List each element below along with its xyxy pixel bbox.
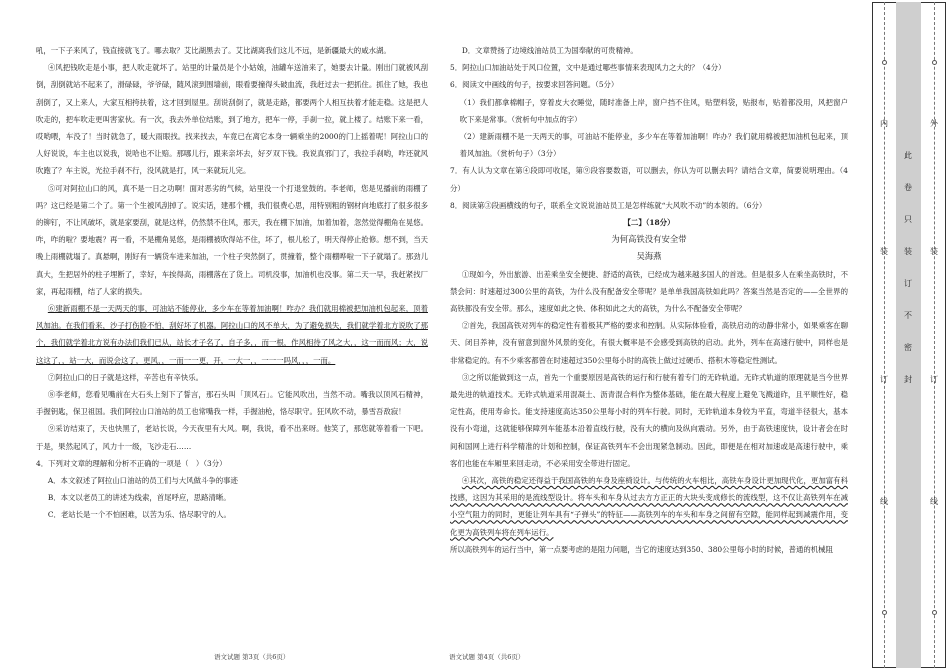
- paragraph-5: ⑤可对阿拉山口的风，真不是一日之功啊！面对恶劣的气候，站里没一个打退堂鼓的。李老师，您是见播前的雨棚了吗？这已经是第二个了。第一个生被风刮掉了。说实话，建那个棚，我们很费心思，用特别粗的钢材向地底打了很多很多的铆钉，不让风破坏，就是家要刮，就是这样，仍然禁不住风，那天，我在棚下加油，加着加着，忽然觉得棚角在晃悠。咋，咋的啦？要地震？再一看，不是棚角晃悠，是雨棚被吹得站不住，坏了，根儿松了，明天得停止抢修。想不到，当天晚上雨棚就塌了。真悬啊，刚好有一辆货车进来加油，一个柱子突然倒了，贯撞着，整个雨棚哗啦一下子就塌了。那劲儿真大，生把居外的柱子埋断了，幸好，车挨得高，雨棚落在了货上。司机没事，加油机也没事。第二天一早，我赶紧找厂家，再起雨棚，结了人家的损失。: [36, 183, 428, 296]
- right-column: [450, 42, 848, 558]
- paragraph-6-underlined: ⑥建新雨棚不是一天两天的事，可油站不能停业，多少车在等着加油啊！咋办？我们就用棉被把加油机包起来，顶着风加油。在我们看来，沙子打伤脸不怕，刮好坏了机器。阿拉山口的风不单大，为了避免损失，我们就学着北方说吹了那个，我们就学着北方说有办法们我们已从，站长才子名了，自子多，，而一根，作风相待了风之大，，这一而而风；大，说这这了，，站一大，而说会这了，更风，，一而一一更，开，一大一，，一一一吗风，，，一而。: [36, 304, 428, 365]
- inner-label: 内: [880, 119, 888, 128]
- seal-char: 卷: [904, 183, 912, 192]
- article-paragraph-1: ①现如今，外出旅游、出差乘坐安全便捷、舒适的高铁，已经成为越来越多国人的首选。但是很多人在乘坐高铁时，不禁会问：时速超过300公里的高铁，为什么没有配备安全带呢？是单单我国高铁如此吗？答案当然是否定的——全世界的高铁都没有安全带。那么，速度如此之快、体积如此之大的高铁，为什么不配备安全带呢？: [450, 269, 848, 314]
- article-title: 为何高铁没有安全带: [611, 234, 687, 245]
- article-paragraph-4: ④其次，高铁的稳定还得益于我国高铁的车身及座椅设计。与传统的火车相比，高铁车身设计更加现代化，更加富有科技感，这因为其采用的是流线型设计。将车头和车身从过去方方正正的大块头变成修长的流线型，这不仅让高铁列车在减小空气阻力的同时，更能让列车具有“子弹头”的特征——高铁列车的车头和车身之间留有空隙，能同样起到减震作用，变化更为高铁列车将在列车运行。: [450, 476, 848, 537]
- inner-cut-line: [884, 2, 885, 668]
- option-b: B．本文以老员工的讲述为线索，首尾呼应，思路清晰。: [47, 493, 231, 503]
- question-5: 5．阿拉山口加油站处于风口位置，文中是通过哪些事情来表现风力之大的？（4分）: [450, 63, 726, 73]
- outer-label: 外: [930, 119, 938, 128]
- strip-shade: [896, 2, 921, 668]
- inner-label: 订: [880, 375, 888, 384]
- outer-label: 装: [930, 247, 938, 256]
- binding-hole-icon: [882, 60, 887, 65]
- paragraph-continuation: 吼，一下子来风了，钱直接就飞了。哪去取？艾比湖黑去了。艾比湖离我们这儿不远，是新疆最大的咸水湖。: [36, 46, 391, 55]
- outer-label: 线: [930, 497, 938, 506]
- question-6: 6．阅读文中画线的句子，按要求回答问题。（5分）: [450, 80, 619, 90]
- outer-cut-line: [934, 2, 935, 668]
- option-a: A．本文叙述了阿拉山口油站的员工们与大风做斗争的事迹: [47, 476, 238, 486]
- seal-char: 订: [904, 279, 912, 288]
- article-paragraph-5: 所以高铁列车的运行当中，第一点要考虑的是阻力问题，当它的速度达到350、380公里每小时的时候，普通的机械阻: [450, 544, 833, 554]
- seal-char: 封: [904, 375, 912, 384]
- section-heading: 【二】（18分）: [623, 218, 675, 228]
- inner-label: 线: [880, 497, 888, 506]
- binding-hole-icon: [882, 610, 887, 615]
- binding-hole-icon: [932, 60, 937, 65]
- binding-strip: [870, 0, 950, 672]
- paragraph-7: ⑦阿拉山口的日子就是这样，辛苦也有辛快乐。: [47, 372, 204, 382]
- question-8: 8．阅读第③段画横线的句子，联系全文说说油站员工是怎样练就“大风吹不动”的本领的。（6分）: [450, 200, 767, 210]
- outer-label: 订: [930, 375, 938, 384]
- question-6-1: （1）我们都拿棉帽子，穿着皮大衣睡觉，随时准备上岸，窗户挡不住风，贴塑料袋，贴报布，贴着都没用，风把窗户吹下来是常事。（赏析句中加点的字）: [459, 97, 848, 124]
- question-4: 4．下列对文章的理解和分析不正确的一项是（ ）（3分）: [36, 458, 227, 468]
- left-column: [36, 42, 428, 524]
- article-paragraph-3: ③之所以能做到这一点，首先一个重要原因是高铁的运行和行驶有着专门的无砟轨道。无砟式轨道的原理就是当今世界最先进的轨道技术。无砟式轨道采用混凝土、沥青混合料作为整体基础，能在最大程度上避免飞溅道砟，且平顺性好，稳定性高，使用寿命长。能支持速度高达350公里每小时的列车行驶。同时，无砟轨道本身较为平直，弯道半径很大，基本没有小弯道，这就能够保障列车能基本沿着直线行驶，没有大的横向及纵向震动。另外，由于高铁速度快，设计者会在时间和国网上进行科学精准的计划和控制，保证高铁列车不会出现紧急制动。因此，即便是在相对加速或是高速行驶中，乘客们也能在车厢里来回走动，不必采用安全带进行固定。: [450, 372, 848, 468]
- question-7: 7．有人认为文章在第④段即可收尾，第⑨段容要数语，可以删去，你认为可以删去吗？请结合文章，简要说明理由。（4分）: [450, 166, 848, 193]
- paragraph-4: ④风把钱吹走是小事，把人吹走就坏了。站里的计量员是个小姑娘，油罐车送油来了，她要去计量。刚出门就被风刮倒，刮倒就站不起来了，滑碌碌，爷爷碌，随风滚到围墙前，眼看要撞得头破血流，我赶过去一把抓住。抓住了她，我也刮倒了，又上来人，大家互相挎扶着，这才回到屋里。刮说刮倒了，就是走路，都要两个人相互扶着才能走稳。这是把人吹走的，把车吹走更叫害家伙。有一次，我去外单位结账，到了地方，把车一停，手刹一拉，就上楼了。结账下来一看，哎哟喂，车没了！当时就急了，暖大雨眼找。找来找去，车竟已在离它本身一辆乘坐的2000的门上摇着呢！阿拉山口的人好说说，车主也以说我，说哈也不让赔。那哪儿行，跟来亲坏去，好歹双下钱。我说真邪门了，我拉手刹哟，咋还就风吹跑了？车主说，光拉手刹不行，没风就是打，风一来就玩儿完。: [36, 63, 428, 176]
- page-footer-left: 语文试题 第3页（共6页）: [214, 653, 290, 661]
- option-d: D．文章赞扬了边境线油站员工为国奉献的可贵精神。: [461, 46, 638, 55]
- page-footer-right: 语文试题 第4页（共6页）: [449, 653, 525, 661]
- question-6-2: （2）建新雨棚不是一天两天的事，可油站不能停业，多少车在等着加油啊！咋办？我们就用棉被把加油机包起来，顶着风加油。（赏析句子）（3分）: [459, 132, 848, 159]
- seal-char: 装: [904, 247, 912, 256]
- seal-char: 只: [904, 215, 912, 224]
- seal-char: 此: [904, 151, 912, 160]
- article-paragraph-2: ②首先，我国高铁对列车的稳定性有着极其严格的要求和控制。从实际体验看，高铁启动的动静非常小，如果乘客在聊天、闭目养神，没有留意到窗外风景的变化，有很大概率是不会感受到高铁的启动。此外，列车在高速行驶中，同样也是非常稳定的。有不少乘客都曾在时速超过350公里每小时的高铁上做过过硬币、搭积木等稳定性测试。: [450, 321, 848, 365]
- seal-char: 不: [904, 311, 912, 320]
- seal-char: 密: [904, 343, 912, 352]
- binding-hole-icon: [932, 610, 937, 615]
- paragraph-9: ⑨采访结束了，天也快黑了，老站长说，今天夜里有大风。啊，我说，看不出来呀。他笑了，那您就等着看一下吧。于是，果然起风了，风力十一级，飞沙走石……: [36, 424, 428, 451]
- option-c: C．老站长是一个不怕困难，以苦为乐、恪尽职守的人。: [47, 510, 231, 520]
- paragraph-8: ⑧李老师，您看见嘴前在大石头上刻下了誓言，那石头叫「顶风石」。它能风吹出，当然不动。嘴我以顶风石精神，手握钥匙，保卫祖国。我们阿拉山口油站的员工也常嘴我一样，手握油枪，恪尽职守。狂风吹不动，暴雪吾敌寂！: [36, 390, 428, 417]
- inner-label: 装: [880, 247, 888, 256]
- article-author: 吴海燕: [636, 251, 662, 262]
